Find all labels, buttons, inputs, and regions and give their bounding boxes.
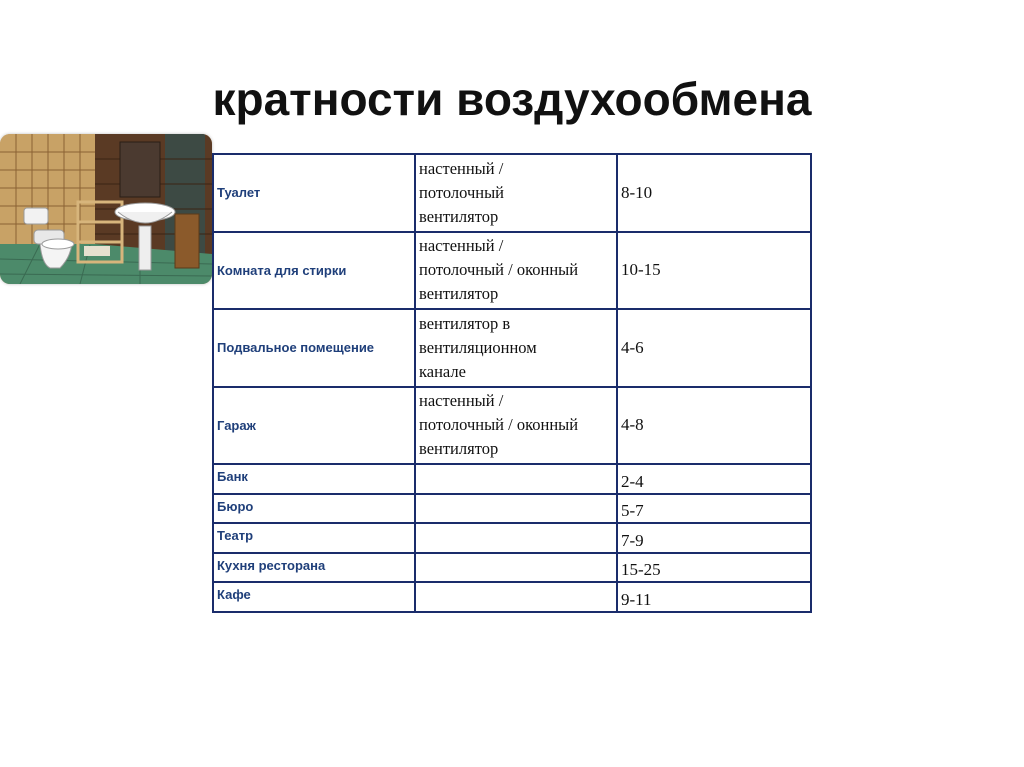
room-cell: Бюро bbox=[213, 494, 415, 524]
table-row bbox=[213, 387, 811, 465]
air-exchange-table bbox=[212, 153, 812, 613]
room-cell: Подвальное помещение bbox=[213, 309, 415, 387]
table-row bbox=[213, 582, 811, 612]
rate-cell: 4-8 bbox=[617, 387, 811, 465]
room-cell: Комната для стирки bbox=[213, 232, 415, 310]
device-cell bbox=[415, 523, 617, 553]
table-row bbox=[213, 553, 811, 583]
table-row bbox=[213, 154, 811, 232]
rate-cell: 7-9 bbox=[617, 523, 811, 553]
rate-cell: 4-6 bbox=[617, 309, 811, 387]
slide-title: кратности воздухообмена bbox=[212, 73, 812, 125]
room-cell: Гараж bbox=[213, 387, 415, 465]
rate-cell: 2-4 bbox=[617, 464, 811, 494]
rate-cell: 10-15 bbox=[617, 232, 811, 310]
device-cell: настенный / потолочный / оконный вентилятор bbox=[415, 232, 617, 310]
rate-cell: 5-7 bbox=[617, 494, 811, 524]
room-cell: Кафе bbox=[213, 582, 415, 612]
table-row bbox=[213, 232, 811, 310]
table-row bbox=[213, 494, 811, 524]
rate-cell: 15-25 bbox=[617, 553, 811, 583]
device-cell bbox=[415, 582, 617, 612]
room-cell: Туалет bbox=[213, 154, 415, 232]
device-cell: вентилятор в вентиляционном канале bbox=[415, 309, 617, 387]
room-cell: Банк bbox=[213, 464, 415, 494]
room-cell: Театр bbox=[213, 523, 415, 553]
rate-cell: 9-11 bbox=[617, 582, 811, 612]
device-cell: настенный / потолочный вентилятор bbox=[415, 154, 617, 232]
device-cell bbox=[415, 464, 617, 494]
room-cell: Кухня ресторана bbox=[213, 553, 415, 583]
table-row bbox=[213, 309, 811, 387]
rate-cell: 8-10 bbox=[617, 154, 811, 232]
device-cell bbox=[415, 494, 617, 524]
table-row bbox=[213, 464, 811, 494]
bathroom-photo-icon bbox=[0, 134, 212, 284]
device-cell: настенный / потолочный / оконный вентилятор bbox=[415, 387, 617, 465]
table-row bbox=[213, 523, 811, 553]
device-cell bbox=[415, 553, 617, 583]
